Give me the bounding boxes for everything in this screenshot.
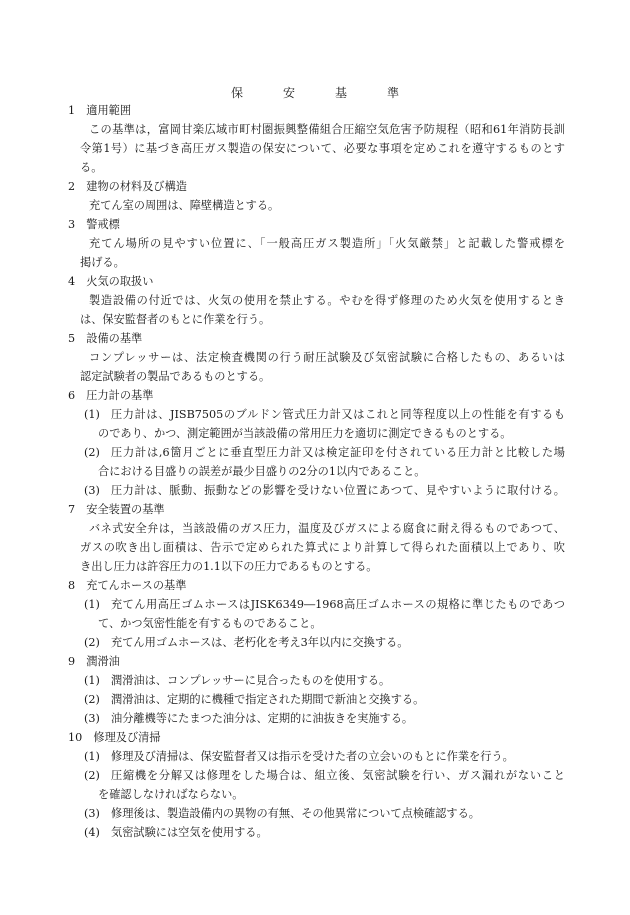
- item-number: (2): [84, 769, 100, 782]
- section-heading: 8 充てんホースの基準: [68, 579, 187, 592]
- section-heading: 10 修理及び清掃: [68, 731, 161, 744]
- item-number: (2): [84, 636, 100, 649]
- item-number: (2): [84, 693, 100, 706]
- section-heading: 7 安全装置の基準: [68, 503, 165, 516]
- title-char: 準: [387, 86, 400, 100]
- item-text-line: 圧力計は、脈動、振動などの影響を受けない位置にあつて、見やすいように取付ける。: [111, 484, 565, 497]
- title-char: 保: [230, 86, 243, 100]
- item-number: (4): [84, 826, 100, 839]
- item-text-line: 修理後は、製造設備内の異物の有無、その他異常について点検確認する。: [111, 807, 480, 820]
- section-heading: 1 適用範囲: [68, 104, 132, 117]
- section-heading: 2 建物の材料及び構造: [68, 180, 187, 193]
- section-body-line: 充てん室の周囲は、障壁構造とする。: [89, 199, 280, 212]
- section-body-line: は、保安監督者のもとに作業を行う。: [80, 313, 271, 326]
- section-body-line: 製造設備の付近では、火気の使用を禁止する。やむを得ず修理のため火気を使用するとき: [89, 294, 565, 307]
- section-body-line: この基準は，富岡甘楽広域市町村圏振興整備組合圧縮空気危害予防規程（昭和61年消防長訓: [89, 123, 565, 136]
- section-body-line: 認定試験者の製品であるものとする。: [80, 370, 271, 383]
- item-number: (1): [84, 598, 100, 611]
- item-text-line: て、かつ気密性能を有するものであること。: [98, 617, 322, 630]
- item-text-line: 修理及び清掃は、保安監督者又は指示を受けた者の立会いのもとに作業を行う。: [111, 750, 514, 763]
- item-number: (1): [84, 674, 100, 687]
- item-number: (3): [84, 712, 100, 725]
- item-text-line: 油分離機等にたまつた油分は、定期的に油抜きを実施する。: [111, 712, 414, 725]
- document-title: [0, 84, 630, 101]
- item-text-line: 圧縮機を分解又は修理をした場合は、組立後、気密試験を行い、ガス漏れがないこと: [111, 769, 565, 782]
- item-text-line: 潤滑油は、定期的に機種で指定された期間で新油と交換する。: [111, 693, 425, 706]
- title-char: 安: [282, 86, 295, 100]
- item-text-line: 充てん用高圧ゴムホースはJISK6349―1968高圧ゴムホースの規格に準じたものであつ: [111, 598, 565, 611]
- item-number: (2): [84, 446, 100, 459]
- section-body-line: コンプレッサーは、法定検査機関の行う耐圧試験及び気密試験に合格したもの、あるいは: [89, 351, 565, 364]
- item-text-line: を確認しなければならない。: [98, 788, 244, 801]
- item-text-line: 充てん用ゴムホースは、老朽化を考え3年以内に交換する。: [111, 636, 409, 649]
- item-text-line: のであり、かつ、測定範囲が当該設備の常用圧力を適切に測定できるものとする。: [98, 427, 512, 440]
- title-char: 基: [335, 86, 348, 100]
- section-heading: 5 設備の基準: [68, 332, 143, 345]
- section-body-line: 掲げる。: [80, 256, 125, 269]
- section-body-line: 充てん場所の見やすい位置に、「一般高圧ガス製造所」「火気厳禁」と記載した警戒標を: [89, 237, 565, 250]
- section-body-line: 令第1号）に基づき高圧ガス製造の保安について、必要な事項を定めこれを遵守するものとす: [80, 142, 565, 155]
- item-number: (1): [84, 408, 100, 421]
- section-heading: 4 火気の取扱い: [68, 275, 154, 288]
- item-text-line: 圧力計は,6箇月ごとに垂直型圧力計又は検定証印を付されている圧力計と比較した場: [111, 446, 565, 459]
- section-heading: 6 圧力計の基準: [68, 389, 154, 402]
- section-body-line: バネ式安全弁は，当該設備のガス圧力，温度及びガスによる腐食に耐え得るものであつて、: [89, 522, 565, 535]
- item-text-line: 潤滑油は、コンプレッサーに見合ったものを使用する。: [111, 674, 391, 687]
- item-text-line: 気密試験には空気を使用する。: [111, 826, 268, 839]
- item-number: (3): [84, 484, 100, 497]
- item-number: (3): [84, 807, 100, 820]
- item-text-line: 合における目盛りの誤差が最少目盛りの2分の1以内であること。: [98, 465, 426, 478]
- section-body-line: る。: [80, 161, 103, 174]
- section-body-line: ガスの吹き出し面積は、告示で定められた算式により計算して得られた面積以上であり、吹: [80, 541, 565, 554]
- item-number: (1): [84, 750, 100, 763]
- section-heading: 3 警戒標: [68, 218, 120, 231]
- section-heading: 9 潤滑油: [68, 655, 120, 668]
- item-text-line: 圧力計は、JISB7505のブルドン管式圧力計又はこれと同等程度以上の性能を有するも: [111, 408, 565, 421]
- section-body-line: き出し圧力は許容圧力の1.1以下の圧力であるものとする。: [80, 560, 378, 573]
